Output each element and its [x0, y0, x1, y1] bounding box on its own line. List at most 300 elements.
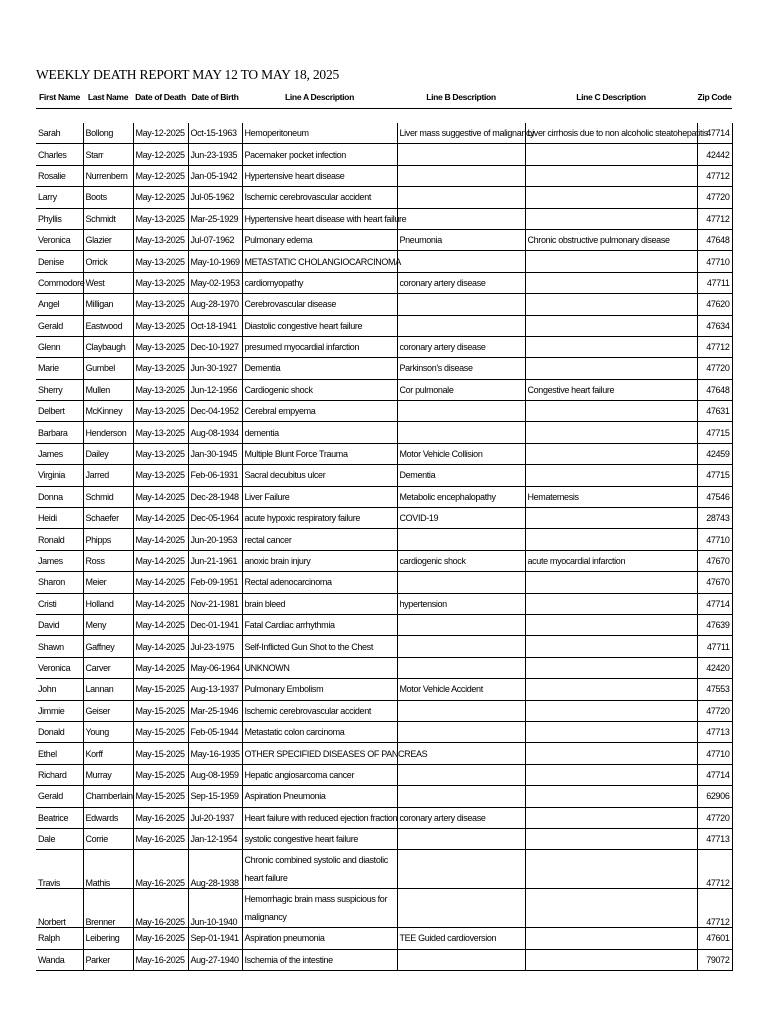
- cell-line-a-description: Cerebrovascular disease: [242, 294, 397, 315]
- table-row: [36, 743, 732, 764]
- cell-date-of-birth: Mar-25-1946: [188, 700, 242, 721]
- cell-last-name: Leibering: [83, 928, 133, 949]
- cell-date-of-death: May-13-2025: [133, 379, 188, 400]
- cell-zip-code: 47712: [697, 208, 732, 229]
- table-row: [36, 251, 732, 272]
- cell-line-b-description: [397, 572, 525, 593]
- cell-line-c-description: [525, 422, 697, 443]
- cell-date-of-birth: Nov-21-1981: [188, 593, 242, 614]
- cell-line-a-description: Pulmonary Embolism: [242, 679, 397, 700]
- table-row: [36, 949, 732, 970]
- cell-date-of-birth: Jul-20-1937: [188, 807, 242, 828]
- cell-zip-code: 47710: [697, 529, 732, 550]
- cell-zip-code: 47648: [697, 379, 732, 400]
- cell-line-c-description: [525, 529, 697, 550]
- cell-first-name: Angel: [36, 294, 83, 315]
- table-row: [36, 928, 732, 949]
- cell-zip-code: 47715: [697, 422, 732, 443]
- cell-first-name: Ronald: [36, 529, 83, 550]
- table-row: [36, 636, 732, 657]
- cell-line-b-description: [397, 294, 525, 315]
- table-row: [36, 294, 732, 315]
- cell-date-of-death: May-12-2025: [133, 165, 188, 186]
- header-spacer-row: [36, 109, 732, 124]
- cell-first-name: Barbara: [36, 422, 83, 443]
- death-report-table: [36, 86, 733, 971]
- cell-line-b-description: Liver mass suggestive of malignancy: [397, 123, 525, 144]
- cell-date-of-death: May-13-2025: [133, 465, 188, 486]
- cell-line-b-description: [397, 786, 525, 807]
- cell-line-b-description: [397, 529, 525, 550]
- cell-zip-code: 47711: [697, 272, 732, 293]
- cell-line-c-description: [525, 165, 697, 186]
- cell-last-name: Bollong: [83, 123, 133, 144]
- cell-date-of-death: May-12-2025: [133, 144, 188, 165]
- cell-line-a-description: Dementia: [242, 358, 397, 379]
- cell-date-of-death: May-14-2025: [133, 508, 188, 529]
- cell-line-b-description: Motor Vehicle Collision: [397, 443, 525, 464]
- table-body: [36, 109, 732, 971]
- cell-zip-code: 47720: [697, 700, 732, 721]
- cell-last-name: McKinney: [83, 401, 133, 422]
- table-row: [36, 828, 732, 849]
- cell-date-of-death: May-16-2025: [133, 928, 188, 949]
- cell-line-c-description: [525, 889, 697, 928]
- cell-line-b-description: [397, 828, 525, 849]
- cell-first-name: Jimmie: [36, 700, 83, 721]
- cell-date-of-birth: Aug-13-1937: [188, 679, 242, 700]
- cell-date-of-birth: Aug-08-1934: [188, 422, 242, 443]
- cell-line-b-description: [397, 187, 525, 208]
- column-header-date-of-birth: Date of Birth: [188, 86, 242, 109]
- cell-line-a-description: Metastatic colon carcinoma: [242, 721, 397, 742]
- cell-first-name: Shawn: [36, 636, 83, 657]
- cell-line-b-description: hypertension: [397, 593, 525, 614]
- table-row: [36, 336, 732, 357]
- cell-zip-code: 47670: [697, 572, 732, 593]
- cell-line-b-description: [397, 636, 525, 657]
- cell-zip-code: 47720: [697, 807, 732, 828]
- cell-date-of-birth: Feb-06-1931: [188, 465, 242, 486]
- cell-first-name: Delbert: [36, 401, 83, 422]
- cell-line-a-description: Pacemaker pocket infection: [242, 144, 397, 165]
- cell-line-b-description: TEE Guided cardioversion: [397, 928, 525, 949]
- table-row: [36, 700, 732, 721]
- cell-zip-code: 47711: [697, 636, 732, 657]
- cell-line-c-description: [525, 636, 697, 657]
- cell-last-name: Murray: [83, 764, 133, 785]
- cell-line-c-description: [525, 614, 697, 635]
- cell-first-name: Dale: [36, 828, 83, 849]
- cell-zip-code: 47670: [697, 550, 732, 571]
- cell-date-of-death: May-13-2025: [133, 315, 188, 336]
- cell-line-b-description: COVID-19: [397, 508, 525, 529]
- cell-date-of-death: May-15-2025: [133, 700, 188, 721]
- column-header-line-c-description: Line C Description: [525, 86, 697, 109]
- cell-line-b-description: cardiogenic shock: [397, 550, 525, 571]
- cell-last-name: Schaefer: [83, 508, 133, 529]
- cell-date-of-death: May-14-2025: [133, 529, 188, 550]
- cell-line-a-description: Cerebral empyema: [242, 401, 397, 422]
- column-header-line-b-description: Line B Description: [397, 86, 525, 109]
- cell-line-c-description: [525, 764, 697, 785]
- cell-date-of-death: May-13-2025: [133, 208, 188, 229]
- cell-zip-code: 42459: [697, 443, 732, 464]
- cell-line-a-description: Heart failure with reduced ejection fraction: [242, 807, 397, 828]
- cell-first-name: Norbert: [36, 889, 83, 928]
- cell-date-of-death: May-13-2025: [133, 229, 188, 250]
- cell-zip-code: 47631: [697, 401, 732, 422]
- cell-date-of-birth: Oct-18-1941: [188, 315, 242, 336]
- cell-line-a-description: Fatal Cardiac arrhythmia: [242, 614, 397, 635]
- cell-last-name: Young: [83, 721, 133, 742]
- cell-line-b-description: Pneumonia: [397, 229, 525, 250]
- cell-line-b-description: Cor pulmonale: [397, 379, 525, 400]
- table-row: [36, 850, 732, 889]
- cell-last-name: Carver: [83, 657, 133, 678]
- cell-date-of-birth: Jun-30-1927: [188, 358, 242, 379]
- cell-date-of-death: May-14-2025: [133, 614, 188, 635]
- cell-first-name: Veronica: [36, 229, 83, 250]
- cell-first-name: Travis: [36, 850, 83, 889]
- cell-line-a-description: OTHER SPECIFIED DISEASES OF PANCREAS: [242, 743, 397, 764]
- cell-last-name: Geiser: [83, 700, 133, 721]
- cell-zip-code: 47710: [697, 251, 732, 272]
- cell-line-b-description: [397, 315, 525, 336]
- cell-last-name: Mathis: [83, 850, 133, 889]
- cell-line-c-description: [525, 401, 697, 422]
- cell-first-name: Virginia: [36, 465, 83, 486]
- cell-line-a-description: Hypertensive heart disease with heart failure: [242, 208, 397, 229]
- cell-date-of-birth: Jun-21-1961: [188, 550, 242, 571]
- cell-zip-code: 47553: [697, 679, 732, 700]
- cell-line-c-description: [525, 251, 697, 272]
- cell-zip-code: 47714: [697, 593, 732, 614]
- cell-line-c-description: [525, 928, 697, 949]
- cell-first-name: Donald: [36, 721, 83, 742]
- cell-zip-code: 47634: [697, 315, 732, 336]
- cell-line-c-description: [525, 336, 697, 357]
- cell-zip-code: 47712: [697, 889, 732, 928]
- cell-date-of-death: May-12-2025: [133, 187, 188, 208]
- cell-last-name: Ross: [83, 550, 133, 571]
- cell-line-b-description: [397, 657, 525, 678]
- cell-zip-code: 62906: [697, 786, 732, 807]
- table-header-row: [36, 86, 732, 109]
- cell-zip-code: 47712: [697, 850, 732, 889]
- cell-zip-code: 47714: [697, 764, 732, 785]
- cell-line-a-description: cardiomyopathy: [242, 272, 397, 293]
- cell-line-c-description: [525, 828, 697, 849]
- cell-date-of-birth: May-10-1969: [188, 251, 242, 272]
- cell-line-b-description: [397, 721, 525, 742]
- column-header-date-of-death: Date of Death: [133, 86, 188, 109]
- cell-line-b-description: [397, 889, 525, 928]
- cell-date-of-birth: Sep-01-1941: [188, 928, 242, 949]
- cell-first-name: James: [36, 550, 83, 571]
- cell-line-b-description: coronary artery disease: [397, 807, 525, 828]
- cell-date-of-death: May-13-2025: [133, 251, 188, 272]
- cell-last-name: Parker: [83, 949, 133, 970]
- table-row: [36, 465, 732, 486]
- cell-date-of-death: May-13-2025: [133, 443, 188, 464]
- cell-line-a-description: Hypertensive heart disease: [242, 165, 397, 186]
- cell-line-a-description: Hemorrhagic brain mass suspicious for malignancy: [242, 889, 397, 928]
- cell-date-of-death: May-14-2025: [133, 636, 188, 657]
- cell-date-of-death: May-15-2025: [133, 679, 188, 700]
- table-row: [36, 764, 732, 785]
- cell-first-name: Gerald: [36, 315, 83, 336]
- table-row: [36, 508, 732, 529]
- cell-last-name: Chamberlain: [83, 786, 133, 807]
- cell-zip-code: 47648: [697, 229, 732, 250]
- cell-line-c-description: [525, 786, 697, 807]
- cell-line-a-description: Pulmonary edema: [242, 229, 397, 250]
- cell-date-of-birth: Dec-05-1964: [188, 508, 242, 529]
- cell-line-b-description: [397, 949, 525, 970]
- cell-first-name: Richard: [36, 764, 83, 785]
- cell-line-a-description: Aspiration pneumonia: [242, 928, 397, 949]
- cell-line-c-description: Congestive heart failure: [525, 379, 697, 400]
- cell-first-name: Denise: [36, 251, 83, 272]
- table-row: [36, 550, 732, 571]
- cell-line-c-description: [525, 144, 697, 165]
- cell-zip-code: 28743: [697, 508, 732, 529]
- cell-line-c-description: [525, 949, 697, 970]
- cell-date-of-birth: Jul-23-1975: [188, 636, 242, 657]
- cell-last-name: Jarred: [83, 465, 133, 486]
- cell-line-b-description: [397, 850, 525, 889]
- cell-last-name: Mullen: [83, 379, 133, 400]
- cell-last-name: Milligan: [83, 294, 133, 315]
- cell-date-of-birth: Aug-27-1940: [188, 949, 242, 970]
- cell-line-a-description: UNKNOWN: [242, 657, 397, 678]
- cell-date-of-death: May-13-2025: [133, 358, 188, 379]
- cell-zip-code: 47720: [697, 358, 732, 379]
- table-row: [36, 889, 732, 928]
- cell-date-of-death: May-16-2025: [133, 807, 188, 828]
- cell-date-of-birth: Jun-20-1953: [188, 529, 242, 550]
- cell-line-b-description: [397, 422, 525, 443]
- cell-line-a-description: dementia: [242, 422, 397, 443]
- cell-date-of-death: May-16-2025: [133, 828, 188, 849]
- table-row: [36, 786, 732, 807]
- table-row: [36, 657, 732, 678]
- cell-line-b-description: Parkinson's disease: [397, 358, 525, 379]
- cell-first-name: Rosalie: [36, 165, 83, 186]
- cell-line-a-description: rectal cancer: [242, 529, 397, 550]
- cell-last-name: Meny: [83, 614, 133, 635]
- column-header-zip-code: Zip Code: [697, 86, 732, 109]
- cell-line-c-description: [525, 208, 697, 229]
- cell-date-of-death: May-13-2025: [133, 401, 188, 422]
- cell-line-a-description: Liver Failure: [242, 486, 397, 507]
- cell-last-name: Claybaugh: [83, 336, 133, 357]
- cell-date-of-death: May-15-2025: [133, 786, 188, 807]
- cell-zip-code: 47639: [697, 614, 732, 635]
- column-header-line-a-description: Line A Description: [242, 86, 397, 109]
- cell-first-name: Sherry: [36, 379, 83, 400]
- table-row: [36, 721, 732, 742]
- cell-date-of-birth: Dec-28-1948: [188, 486, 242, 507]
- cell-date-of-birth: May-02-1953: [188, 272, 242, 293]
- cell-line-c-description: [525, 572, 697, 593]
- cell-line-c-description: [525, 657, 697, 678]
- table-row: [36, 165, 732, 186]
- cell-date-of-death: May-16-2025: [133, 850, 188, 889]
- cell-zip-code: 79072: [697, 949, 732, 970]
- cell-line-b-description: coronary artery disease: [397, 336, 525, 357]
- table-row: [36, 315, 732, 336]
- cell-line-a-description: Ischemic cerebrovascular accident: [242, 187, 397, 208]
- cell-first-name: Wanda: [36, 949, 83, 970]
- cell-date-of-death: May-13-2025: [133, 272, 188, 293]
- table-row: [36, 679, 732, 700]
- cell-first-name: Veronica: [36, 657, 83, 678]
- cell-last-name: Edwards: [83, 807, 133, 828]
- column-header-last-name: Last Name: [83, 86, 133, 109]
- cell-line-c-description: [525, 807, 697, 828]
- cell-first-name: John: [36, 679, 83, 700]
- cell-last-name: Gaffney: [83, 636, 133, 657]
- cell-last-name: Lannan: [83, 679, 133, 700]
- cell-date-of-birth: Jun-10-1940: [188, 889, 242, 928]
- cell-last-name: Nurrenbern: [83, 165, 133, 186]
- cell-date-of-birth: Jan-30-1945: [188, 443, 242, 464]
- cell-first-name: Donna: [36, 486, 83, 507]
- cell-last-name: Boots: [83, 187, 133, 208]
- table-row: [36, 486, 732, 507]
- cell-first-name: Cristi: [36, 593, 83, 614]
- cell-last-name: Orrick: [83, 251, 133, 272]
- cell-date-of-birth: Mar-25-1929: [188, 208, 242, 229]
- cell-date-of-birth: Aug-28-1938: [188, 850, 242, 889]
- cell-date-of-death: May-14-2025: [133, 657, 188, 678]
- table-row: [36, 272, 732, 293]
- cell-line-b-description: [397, 700, 525, 721]
- cell-line-c-description: Chronic obstructive pulmonary disease: [525, 229, 697, 250]
- cell-date-of-death: May-13-2025: [133, 294, 188, 315]
- cell-zip-code: 47720: [697, 187, 732, 208]
- table-row: [36, 529, 732, 550]
- cell-line-c-description: [525, 679, 697, 700]
- cell-line-a-description: Ischemic cerebrovascular accident: [242, 700, 397, 721]
- cell-line-a-description: Chronic combined systolic and diastolic heart failure: [242, 850, 397, 889]
- table-row: [36, 208, 732, 229]
- cell-line-c-description: [525, 358, 697, 379]
- cell-line-c-description: [525, 700, 697, 721]
- table-row: [36, 229, 732, 250]
- cell-date-of-death: May-15-2025: [133, 721, 188, 742]
- cell-line-c-description: acute myocardial infarction: [525, 550, 697, 571]
- cell-zip-code: 47546: [697, 486, 732, 507]
- cell-line-c-description: [525, 850, 697, 889]
- cell-date-of-birth: May-06-1964: [188, 657, 242, 678]
- cell-date-of-birth: Sep-15-1959: [188, 786, 242, 807]
- cell-zip-code: 47710: [697, 743, 732, 764]
- cell-date-of-birth: Aug-28-1970: [188, 294, 242, 315]
- table-row: [36, 187, 732, 208]
- cell-zip-code: 47714: [697, 123, 732, 144]
- cell-date-of-birth: Feb-05-1944: [188, 721, 242, 742]
- cell-zip-code: 42442: [697, 144, 732, 165]
- table-row: [36, 144, 732, 165]
- cell-line-c-description: [525, 187, 697, 208]
- cell-line-c-description: Liver cirrhosis due to non alcoholic steatohepatitis: [525, 123, 697, 144]
- cell-date-of-birth: Jun-23-1935: [188, 144, 242, 165]
- cell-date-of-death: May-12-2025: [133, 123, 188, 144]
- table-row: [36, 807, 732, 828]
- cell-first-name: James: [36, 443, 83, 464]
- cell-date-of-birth: Jan-05-1942: [188, 165, 242, 186]
- cell-line-c-description: [525, 721, 697, 742]
- cell-last-name: Eastwood: [83, 315, 133, 336]
- cell-last-name: Gumbel: [83, 358, 133, 379]
- table-row: [36, 422, 732, 443]
- cell-line-b-description: Metabolic encephalopathy: [397, 486, 525, 507]
- cell-line-a-description: Cardiogenic shock: [242, 379, 397, 400]
- cell-date-of-birth: Dec-04-1952: [188, 401, 242, 422]
- cell-date-of-birth: Oct-15-1963: [188, 123, 242, 144]
- table-row: [36, 401, 732, 422]
- cell-last-name: Phipps: [83, 529, 133, 550]
- cell-last-name: Holland: [83, 593, 133, 614]
- cell-date-of-birth: Jul-07-1962: [188, 229, 242, 250]
- cell-line-a-description: Hepatic angiosarcoma cancer: [242, 764, 397, 785]
- cell-first-name: Ethel: [36, 743, 83, 764]
- cell-line-c-description: Hematemesis: [525, 486, 697, 507]
- cell-line-a-description: systolic congestive heart failure: [242, 828, 397, 849]
- cell-line-c-description: [525, 294, 697, 315]
- cell-first-name: Phyllis: [36, 208, 83, 229]
- cell-date-of-death: May-15-2025: [133, 743, 188, 764]
- cell-last-name: Dailey: [83, 443, 133, 464]
- cell-line-b-description: [397, 401, 525, 422]
- table-row: [36, 358, 732, 379]
- cell-first-name: Charles: [36, 144, 83, 165]
- cell-line-b-description: Motor Vehicle Accident: [397, 679, 525, 700]
- cell-zip-code: 47712: [697, 336, 732, 357]
- cell-line-c-description: [525, 272, 697, 293]
- cell-date-of-birth: Jun-12-1956: [188, 379, 242, 400]
- cell-last-name: Corrie: [83, 828, 133, 849]
- cell-line-b-description: [397, 764, 525, 785]
- cell-line-a-description: Diastolic congestive heart failure: [242, 315, 397, 336]
- report-title: WEEKLY DEATH REPORT MAY 12 TO MAY 18, 2025: [36, 67, 340, 82]
- cell-first-name: Ralph: [36, 928, 83, 949]
- cell-zip-code: 47712: [697, 165, 732, 186]
- cell-last-name: West: [83, 272, 133, 293]
- cell-date-of-birth: Aug-08-1959: [188, 764, 242, 785]
- cell-date-of-death: May-16-2025: [133, 889, 188, 928]
- cell-last-name: Brenner: [83, 889, 133, 928]
- cell-zip-code: 47601: [697, 928, 732, 949]
- cell-first-name: Commodore: [36, 272, 83, 293]
- cell-date-of-death: May-14-2025: [133, 486, 188, 507]
- cell-line-a-description: Multiple Blunt Force Trauma: [242, 443, 397, 464]
- cell-zip-code: 42420: [697, 657, 732, 678]
- cell-line-c-description: [525, 465, 697, 486]
- cell-line-b-description: coronary artery disease: [397, 272, 525, 293]
- cell-line-c-description: [525, 443, 697, 464]
- table-row: [36, 593, 732, 614]
- cell-first-name: Larry: [36, 187, 83, 208]
- cell-line-a-description: brain bleed: [242, 593, 397, 614]
- cell-date-of-birth: Dec-10-1927: [188, 336, 242, 357]
- cell-date-of-death: May-13-2025: [133, 336, 188, 357]
- cell-first-name: Glenn: [36, 336, 83, 357]
- cell-date-of-birth: May-16-1935: [188, 743, 242, 764]
